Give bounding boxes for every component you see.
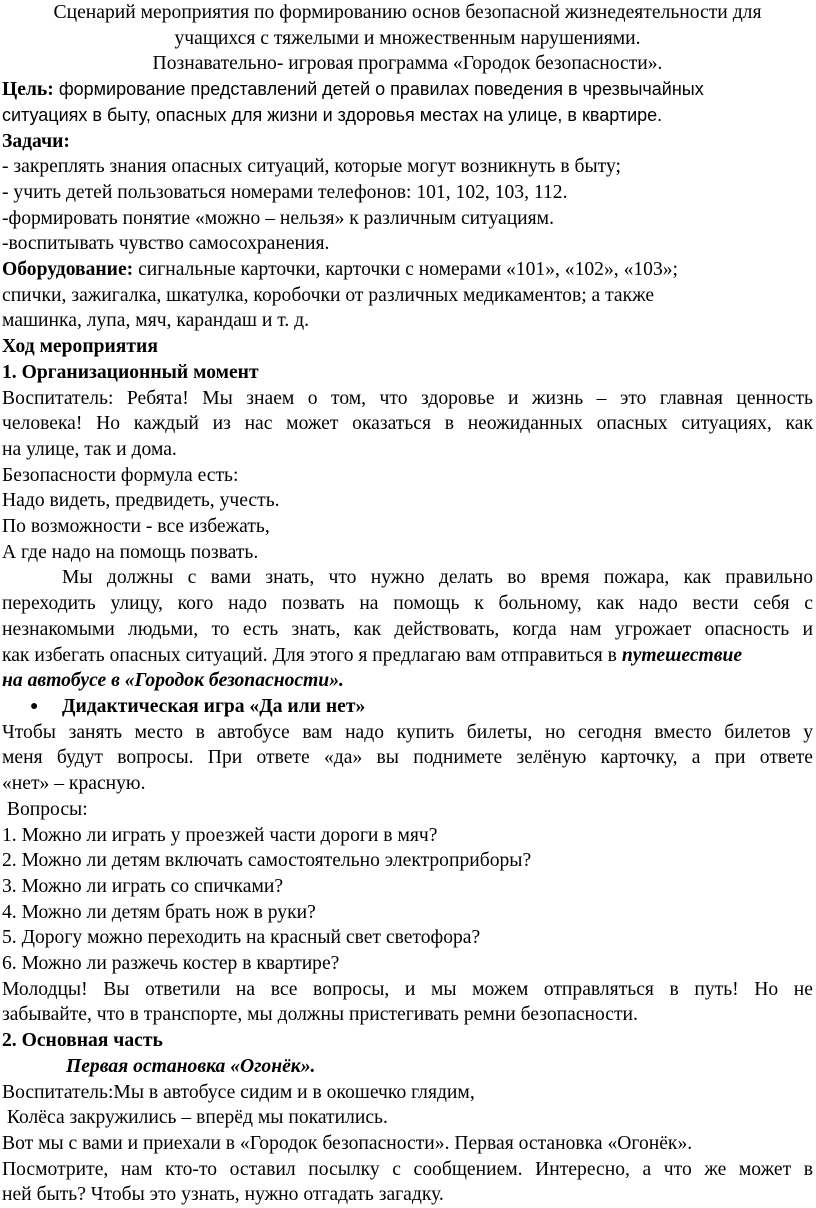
- paragraph-text-4a: как избегать опасных ситуаций. Для этого я предлагаю вам отправиться в: [2, 644, 622, 666]
- equipment-line-1: [2, 257, 813, 283]
- game-title-row: [2, 694, 813, 720]
- course-heading: Ход мероприятия: [2, 336, 158, 358]
- equipment-label: Оборудование:: [2, 259, 134, 281]
- paragraph-line-1: Мы должны с вами знать, что нужно делать во время пожара, как правильно: [62, 567, 813, 589]
- intro-line-1: Воспитатель: Ребята! Мы знаем о том, что здоровье и жизнь – это главная ценность: [2, 387, 813, 409]
- bullet-icon: ●: [30, 698, 39, 714]
- main-text-line-2: Посмотрите, нам кто-то оставил посылку с сообщением. Интересно, а что же может в: [2, 1158, 813, 1180]
- journey-emphasis: путешествие: [621, 644, 743, 666]
- title-line-1: Сценарий мероприятия по формированию основ безопасной жизнедеятельности для: [53, 2, 762, 23]
- question-item: 6. Можно ли разжечь костер в квартире?: [2, 953, 340, 975]
- question-item: 2. Можно ли детям включать самостоятельно электроприборы?: [2, 850, 532, 872]
- equipment-line-2: спички, зажигалка, шкатулка, коробочки от различных медикаментов; а также: [2, 284, 655, 306]
- verse-line-2: Колёса закружились – вперёд мы покатились.: [2, 1107, 388, 1129]
- question-item: 5. Дорогу можно переходить на красный свет светофора?: [2, 927, 481, 949]
- poem-line: Надо видеть, предвидеть, учесть.: [2, 490, 280, 512]
- poem-line: А где надо на помощь позвать.: [2, 541, 259, 563]
- main-text-line-3: ней быть? Чтобы это узнать, нужно отгадать загадку.: [2, 1184, 444, 1206]
- equipment-text-1a: сигнальные карточки: [133, 259, 316, 281]
- questions-label: Вопросы:: [2, 798, 88, 820]
- paragraph-line-3: незнакомыми людьми, то есть знать, как действовать, когда нам угрожает опасность и: [2, 618, 813, 640]
- game-line-1: Чтобы занять место в автобусе вам надо купить билеты, но сегодня вместо билетов у: [2, 721, 813, 743]
- question-item: 1. Можно ли играть у проезжей части дороги в мяч?: [2, 824, 438, 846]
- section-1-heading: 1. Организационный момент: [2, 361, 259, 383]
- task-item: -воспитывать чувство самосохранения.: [2, 233, 330, 255]
- paragraph-line-2: переходить улицу, кого надо позвать на помощь к больному, как надо вести себя с: [2, 593, 813, 615]
- game-line-2: меня будут вопросы. При ответе «да» вы поднимете зелёную карточку, а при ответе: [2, 747, 813, 769]
- game-outro-line-2: забывайте, что в транспорте, мы должны пристегивать ремни безопасности.: [2, 1004, 638, 1026]
- game-title: Дидактическая игра «Да или нет»: [62, 695, 366, 717]
- stop-title: Первая остановка «Огонёк».: [66, 1055, 316, 1077]
- task-item: - учить детей пользоваться номерами телефонов: 101, 102, 103, 112.: [2, 181, 568, 203]
- question-item: 3. Можно ли играть со спичками?: [2, 875, 284, 897]
- verse-line-1: Воспитатель:Мы в автобусе сидим и в окошечко глядим,: [2, 1081, 475, 1103]
- equipment-text-1b: , карточки с номерами «101», «102», «103»;: [315, 259, 679, 281]
- title-line-3: Познавательно- игровая программа «Городок безопасности».: [152, 53, 663, 75]
- intro-line-3: на улице, так и дома.: [2, 438, 177, 460]
- paragraph-line-5: на автобусе в «Городок безопасности».: [2, 670, 344, 692]
- goal-line-1: [2, 77, 813, 103]
- title-line-2: учащихся с тяжелыми и множественным нарушениями.: [174, 27, 641, 49]
- game-outro-line-1: Молодцы! Вы ответили на все вопросы, и мы можем отправляться в путь! Но не: [2, 978, 813, 1000]
- equipment-line-3: машинка, лупа, мяч, карандаш и т. д.: [2, 310, 310, 332]
- main-text-line-1: Вот мы с вами и приехали в «Городок безопасности». Первая остановка «Огонёк».: [2, 1132, 693, 1154]
- goal-text-1: формирование представлений детей о правилах поведения в чрезвычайных: [53, 79, 704, 100]
- poem-line: Безопасности формула есть:: [2, 464, 239, 486]
- task-item: -формировать понятие «можно – нельзя» к различным ситуациям.: [2, 207, 554, 229]
- paragraph-line-4: [2, 643, 813, 669]
- goal-line-2: ситуациях в быту, опасных для жизни и здоровья местах на улице, в квартире.: [2, 104, 663, 125]
- tasks-label: Задачи:: [2, 130, 70, 152]
- game-line-3: «нет» – красную.: [2, 773, 146, 795]
- goal-label: Цель:: [2, 79, 54, 101]
- task-item: - закреплять знания опасных ситуаций, которые могут возникнуть в быту;: [2, 156, 621, 178]
- poem-line: По возможности - все избежать,: [2, 516, 270, 538]
- question-item: 4. Можно ли детям брать нож в руки?: [2, 901, 316, 923]
- intro-line-2: человека! Но каждый из нас может оказаться в неожиданных опасных ситуациях, как: [2, 413, 813, 435]
- section-2-heading: 2. Основная часть: [2, 1030, 163, 1052]
